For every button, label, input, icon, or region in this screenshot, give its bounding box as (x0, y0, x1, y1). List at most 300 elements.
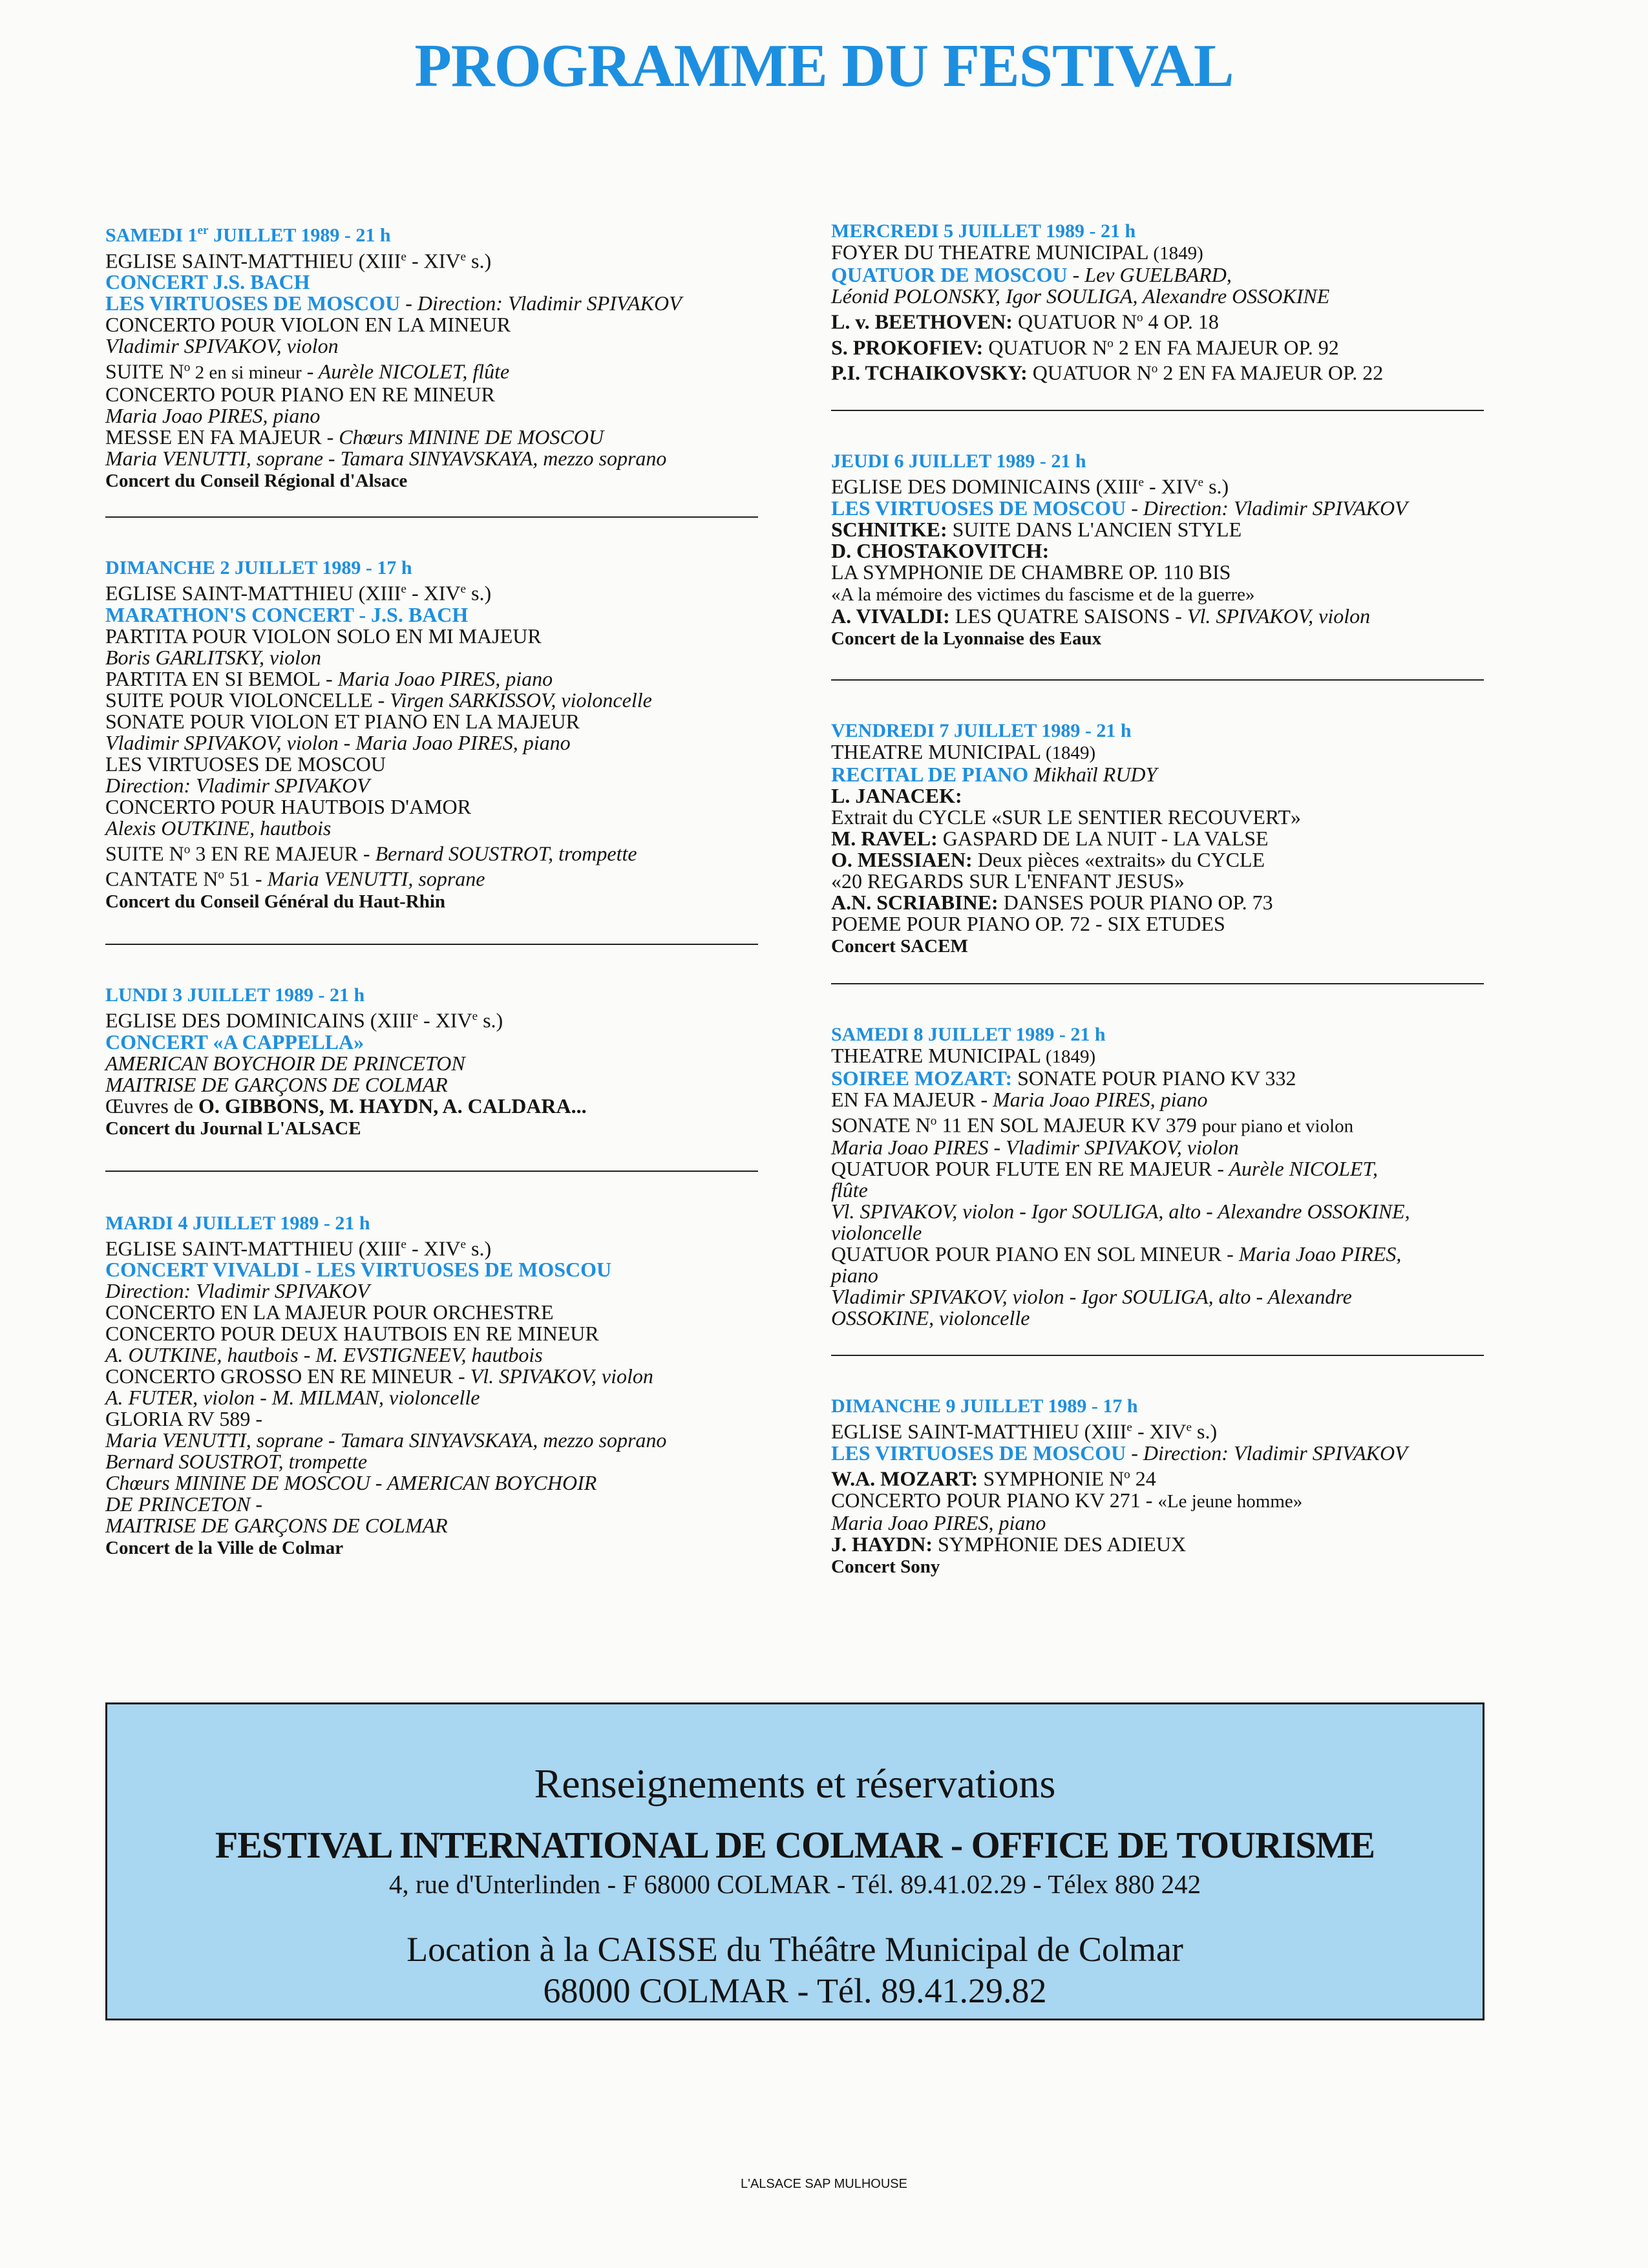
event-line (831, 627, 1490, 650)
event-line (831, 1286, 1490, 1308)
event-line (831, 358, 1490, 384)
event-line (105, 1280, 765, 1302)
event-line (105, 604, 765, 626)
event-line (831, 1265, 1490, 1286)
event-block (831, 220, 1490, 384)
event-line (831, 1512, 1490, 1534)
text-segment: QUATUOR N (1012, 310, 1137, 334)
text-segment: L. JANACEK: (831, 783, 962, 807)
event-line (105, 647, 765, 668)
text-segment: THEATRE MUNICIPAL (831, 739, 1046, 763)
event-line (831, 1443, 1490, 1464)
text-segment: - Lev GUELBARD, (1067, 263, 1232, 286)
text-segment: OSSOKINE, violoncelle (831, 1306, 1030, 1330)
event-date (831, 719, 1490, 741)
event-line (831, 1534, 1490, 1555)
text-segment: - Vl. SPIVAKOV, violon (1170, 604, 1371, 628)
text-segment: - XIV (418, 1008, 472, 1032)
text-segment: CONCERTO POUR VIOLON EN LA MINEUR (105, 313, 511, 337)
event-line (105, 1032, 765, 1053)
event-date (831, 220, 1490, 242)
text-segment: CONCERTO POUR PIANO KV 271 - (831, 1488, 1158, 1512)
text-segment: 4 OP. 18 (1143, 310, 1219, 334)
printer-credit: L'ALSACE SAP MULHOUSE (741, 2177, 907, 2191)
event-line (105, 890, 765, 913)
text-segment: o (218, 868, 224, 882)
text-segment: Extrait du CYCLE «SUR LE SENTIER RECOUVERT» (831, 805, 1301, 829)
text-segment: MARDI 4 JUILLET 1989 - 21 h (105, 1212, 370, 1234)
text-segment: Maria VENUTTI, soprane - Tamara SINYAVSKAYA, mezzo soprano (105, 1428, 667, 1452)
event-date (105, 984, 765, 1006)
text-segment: J. HAYDN: (831, 1532, 933, 1556)
text-segment: Maria Joao PIRES - Vladimir SPIVAKOV, violon (831, 1136, 1239, 1160)
text-segment: - XIV (406, 1236, 461, 1260)
event-block (831, 1395, 1490, 1577)
event-line (831, 562, 1490, 583)
event-line (105, 1096, 765, 1117)
event-line (831, 935, 1490, 957)
text-segment: - Maria Joao PIRES, piano (975, 1087, 1208, 1111)
text-segment: e (460, 1237, 466, 1251)
text-segment: CONCERTO GROSSO EN RE MINEUR (105, 1364, 453, 1388)
text-segment: Deux pièces «extraits» du CYCLE (972, 847, 1265, 871)
text-segment: Mikhaïl RUDY (1028, 762, 1157, 786)
text-segment: Vl. SPIVAKOV, violon - Igor SOULIGA, alto - Alexandre OSSOKINE, (831, 1200, 1410, 1224)
text-segment: Concert de la Lyonnaise des Eaux (831, 628, 1102, 649)
text-segment: SONATE POUR VIOLON ET PIANO EN LA MAJEUR (105, 709, 580, 733)
event-line (831, 1180, 1490, 1201)
text-segment: LES VIRTUOSES DE MOSCOU (105, 291, 401, 315)
text-segment: (1849) (1045, 1046, 1096, 1067)
text-segment: e (460, 249, 466, 264)
text-segment: LA SYMPHONIE DE CHAMBRE OP. 110 BIS (831, 560, 1231, 584)
organizer-name: FESTIVAL INTERNATIONAL DE COLMAR - OFFICE DE TOURISME (215, 1824, 1375, 1866)
event-line (105, 1515, 765, 1536)
event-line (105, 1472, 765, 1494)
text-segment: LUNDI 3 JUILLET 1989 - 21 h (105, 984, 365, 1006)
text-segment: LES QUATRE SAISONS (949, 604, 1170, 628)
event-block (105, 984, 765, 1139)
text-segment: e (412, 1009, 419, 1023)
text-segment: o (184, 361, 191, 375)
text-segment: Direction: Vladimir SPIVAKOV (105, 1279, 370, 1303)
event-line (831, 849, 1490, 871)
text-segment: SONATE POUR PIANO KV 332 (1012, 1066, 1296, 1090)
text-segment: Alexis OUTKINE, hautbois (105, 816, 332, 840)
event-line (831, 741, 1490, 764)
event-line (831, 1490, 1490, 1512)
event-block (831, 1023, 1490, 1330)
text-segment: M. RAVEL: (831, 826, 938, 850)
event-line (105, 448, 765, 469)
text-segment: Bernard SOUSTROT, trompette (105, 1450, 368, 1474)
text-segment: EGLISE DES DOMINICAINS (XIII (105, 1008, 413, 1032)
text-segment: DIMANCHE 2 JUILLET 1989 - 17 h (105, 556, 412, 578)
text-segment: AMERICAN BOYCHOIR DE PRINCETON (105, 1051, 465, 1075)
text-segment: 24 (1130, 1467, 1156, 1490)
text-segment: (1849) (1153, 243, 1203, 264)
event-line (831, 1158, 1490, 1180)
text-segment: Concert du Conseil Général du Haut-Rhin (105, 891, 446, 912)
text-segment: A.N. SCRIABINE: (831, 890, 998, 914)
text-segment: - Maria Joao PIRES, (1221, 1242, 1402, 1266)
text-segment: L. v. BEETHOVEN: (831, 310, 1013, 334)
text-segment: EGLISE SAINT-MATTHIEU (XIII (105, 581, 401, 605)
text-segment: MERCREDI 5 JUILLET 1989 - 21 h (831, 220, 1136, 242)
text-segment: - Aurèle NICOLET, flûte (301, 359, 510, 383)
divider (831, 679, 1484, 681)
text-segment: o (1151, 362, 1158, 376)
event-line (105, 1074, 765, 1096)
text-segment: (1849) (1045, 742, 1096, 763)
text-segment: DIMANCHE 9 JUILLET 1989 - 17 h (831, 1395, 1138, 1417)
event-line (831, 1555, 1490, 1578)
text-segment: PARTITA EN SI BEMOL (105, 666, 321, 690)
event-line (831, 1137, 1490, 1158)
text-segment: Vladimir SPIVAKOV, violon - Igor SOULIGA, alto - Alexandre (831, 1285, 1352, 1309)
text-segment: SUITE N (105, 359, 184, 383)
event-line (105, 1302, 765, 1323)
divider (105, 1171, 758, 1172)
text-segment: SUITE POUR VIOLONCELLE (105, 688, 373, 712)
text-segment: s.) (1192, 1419, 1218, 1443)
event-line (831, 307, 1490, 333)
text-segment: D. CHOSTAKOVITCH: (831, 538, 1050, 562)
event-line (105, 754, 765, 775)
text-segment: CONCERT VIVALDI - LES VIRTUOSES DE MOSCOU (105, 1258, 612, 1282)
event-line (831, 1244, 1490, 1265)
event-line (105, 1344, 765, 1366)
event-line (105, 1323, 765, 1344)
event-line (831, 1222, 1490, 1244)
text-segment: e (401, 582, 407, 596)
text-segment: - Maria Joao PIRES, piano (321, 666, 553, 690)
text-segment: LES VIRTUOSES DE MOSCOU (105, 752, 386, 776)
event-block (105, 220, 765, 492)
event-line (105, 775, 765, 796)
text-segment: «A la mémoire des victimes du fascisme et de la guerre» (831, 584, 1255, 605)
text-segment: s.) (466, 249, 492, 273)
text-segment: CONCERTO POUR DEUX HAUTBOIS EN RE MINEUR (105, 1322, 599, 1346)
text-segment: Concert du Journal L'ALSACE (105, 1118, 361, 1139)
event-line (105, 405, 765, 427)
event-line (831, 913, 1490, 935)
text-segment: MARATHON'S CONCERT - J.S. BACH (105, 602, 469, 626)
event-line (831, 264, 1490, 286)
event-line (831, 583, 1490, 606)
divider (831, 1355, 1484, 1356)
text-segment: 2 EN FA MAJEUR OP. 92 (1113, 335, 1339, 359)
event-block (105, 1212, 765, 1560)
event-line (105, 271, 765, 293)
event-line (831, 1089, 1490, 1110)
event-line (105, 469, 765, 492)
divider (105, 944, 758, 945)
event-line (831, 1045, 1490, 1068)
divider (831, 410, 1484, 411)
text-segment: e (1198, 475, 1204, 489)
event-line (105, 427, 765, 448)
text-segment: SYMPHONIE N (978, 1467, 1125, 1490)
event-line (831, 519, 1490, 540)
text-segment: Maria Joao PIRES, piano (831, 1510, 1046, 1534)
text-segment: JUILLET 1989 - 21 h (208, 224, 391, 246)
event-line (831, 892, 1490, 913)
event-line (105, 668, 765, 690)
text-segment: Concert du Conseil Régional d'Alsace (105, 470, 408, 491)
text-segment: CONCERT J.S. BACH (105, 270, 310, 294)
reservations-box (105, 1702, 1484, 2020)
text-segment: 2 en si mineur (190, 362, 302, 383)
event-line (105, 578, 765, 604)
text-segment: s.) (1203, 474, 1229, 498)
event-date (105, 556, 765, 578)
text-segment: MESSE EN FA MAJEUR (105, 425, 322, 449)
event-line (831, 472, 1490, 498)
text-segment: EGLISE SAINT-MATTHIEU (XIII (831, 1419, 1127, 1443)
event-line (105, 314, 765, 335)
text-segment: o (1136, 311, 1143, 324)
box-office-phone: 68000 COLMAR - Tél. 89.41.29.82 (543, 1971, 1047, 2010)
text-segment: Maria Joao PIRES, piano (105, 403, 321, 427)
left-column (105, 220, 765, 1559)
text-segment: EGLISE SAINT-MATTHIEU (XIII (105, 249, 401, 273)
text-segment: THEATRE MUNICIPAL (831, 1043, 1046, 1067)
text-segment: e (1186, 1421, 1192, 1435)
text-segment: - Virgen SARKISSOV, violoncelle (372, 688, 652, 712)
text-segment: Concert Sony (831, 1556, 940, 1577)
event-line (105, 1494, 765, 1515)
text-segment: FOYER DU THEATRE MUNICIPAL (831, 240, 1154, 264)
text-segment: VENDREDI 7 JUILLET 1989 - 21 h (831, 719, 1132, 741)
text-segment: SAMEDI 1 (105, 224, 198, 246)
right-column (831, 220, 1490, 1578)
event-line (831, 242, 1490, 264)
text-segment: CONCERTO EN LA MAJEUR POUR ORCHESTRE (105, 1300, 554, 1324)
text-segment: Léonid POLONSKY, Igor SOULIGA, Alexandre OSSOKINE (831, 284, 1330, 308)
text-segment: QUATUOR POUR FLUTE EN RE MAJEUR (831, 1157, 1212, 1181)
page-title: PROGRAMME DU FESTIVAL (414, 32, 1234, 100)
event-line (105, 1006, 765, 1032)
text-segment: o (1107, 336, 1114, 350)
text-segment: 2 EN FA MAJEUR OP. 22 (1157, 361, 1384, 385)
text-segment: EGLISE DES DOMINICAINS (XIII (831, 474, 1139, 498)
text-segment: Direction: Vladimir SPIVAKOV (105, 773, 370, 797)
event-line (105, 1234, 765, 1260)
event-date (831, 1395, 1490, 1417)
text-segment: - Vl. SPIVAKOV, violon (452, 1364, 653, 1388)
text-segment: o (184, 842, 191, 856)
event-line (105, 357, 765, 384)
text-segment: - XIV (1144, 474, 1198, 498)
event-block (831, 450, 1490, 650)
text-segment: - XIV (406, 249, 461, 273)
event-date (831, 450, 1490, 472)
text-segment: LES VIRTUOSES DE MOSCOU (831, 1441, 1126, 1465)
text-segment: Œuvres de (105, 1094, 198, 1118)
text-segment: SAMEDI 8 JUILLET 1989 - 21 h (831, 1023, 1106, 1045)
text-segment: e (401, 1237, 407, 1251)
text-segment: - Bernard SOUSTROT, trompette (357, 842, 637, 865)
event-line (105, 1408, 765, 1430)
text-segment: A. FUTER, violon - M. MILMAN, violoncelle (105, 1386, 480, 1410)
box-office-location: Location à la CAISSE du Théâtre Municipal de Colmar (407, 1930, 1183, 1969)
event-line (831, 286, 1490, 307)
event-line (105, 711, 765, 732)
text-segment: Vladimir SPIVAKOV, violon (105, 334, 339, 358)
text-segment: SYMPHONIE DES ADIEUX (933, 1532, 1187, 1556)
text-segment: JEUDI 6 JUILLET 1989 - 21 h (831, 450, 1086, 472)
event-date (105, 1212, 765, 1234)
event-line (105, 626, 765, 647)
text-segment: piano (831, 1264, 878, 1288)
text-segment: er (197, 224, 209, 237)
text-segment: 51 (224, 867, 250, 891)
event-line (831, 828, 1490, 849)
event-block (831, 719, 1490, 957)
divider (105, 516, 758, 518)
text-segment: EN FA MAJEUR (831, 1087, 976, 1111)
event-date (831, 1023, 1490, 1045)
event-line (105, 796, 765, 818)
text-segment: QUATUOR N (1027, 361, 1152, 385)
text-segment: - XIV (406, 581, 461, 605)
event-line (831, 1068, 1490, 1089)
event-block (105, 556, 765, 913)
event-line (105, 839, 765, 865)
text-segment: RECITAL DE PIANO (831, 762, 1029, 786)
event-line (831, 333, 1490, 359)
text-segment: - XIV (1132, 1419, 1187, 1443)
text-segment: Concert SACEM (831, 935, 968, 957)
text-segment: O. GIBBONS, M. HAYDN, A. CALDARA... (198, 1094, 587, 1118)
text-segment: MAITRISE DE GARÇONS DE COLMAR (105, 1072, 448, 1096)
text-segment: - Direction: Vladimir SPIVAKOV (1126, 496, 1408, 520)
reservations-heading: Renseignements et réservations (534, 1761, 1056, 1807)
text-segment: «Le jeune homme» (1157, 1490, 1303, 1512)
event-line (831, 807, 1490, 828)
text-segment: Chœurs MININE DE MOSCOU - AMERICAN BOYCHOIR (105, 1471, 597, 1495)
text-segment: POEME POUR PIANO OP. 72 - SIX ETUDES (831, 911, 1225, 935)
text-segment: - Direction: Vladimir SPIVAKOV (400, 291, 682, 315)
text-segment: e (1138, 475, 1145, 489)
text-segment: A. VIVALDI: (831, 604, 950, 628)
text-segment: GLORIA RV 589 - (105, 1407, 263, 1431)
text-segment: A. OUTKINE, hautbois - M. EVSTIGNEEV, hautbois (105, 1343, 543, 1367)
text-segment: SCHNITKE: (831, 517, 947, 541)
event-date (105, 220, 765, 246)
text-segment: SOIREE MOZART: (831, 1066, 1013, 1090)
event-line (831, 1464, 1490, 1490)
event-line (105, 1451, 765, 1472)
text-segment: s.) (466, 581, 492, 605)
event-line (105, 1366, 765, 1387)
text-segment: CONCERT «A CAPPELLA» (105, 1030, 364, 1054)
text-segment: SONATE N (831, 1113, 931, 1137)
text-segment: Concert de la Ville de Colmar (105, 1538, 344, 1559)
text-segment: e (460, 582, 466, 596)
text-segment: QUATUOR POUR PIANO EN SOL MINEUR (831, 1242, 1222, 1266)
event-line (831, 1201, 1490, 1222)
text-segment: flûte (831, 1178, 868, 1202)
text-segment: s.) (478, 1008, 503, 1032)
event-line (831, 540, 1490, 562)
text-segment: o (1124, 1467, 1130, 1481)
event-line (105, 864, 765, 890)
event-line (105, 1536, 765, 1559)
event-line (105, 1117, 765, 1139)
text-segment: Vladimir SPIVAKOV, violon - Maria Joao PIRES, piano (105, 730, 571, 754)
text-segment: s.) (466, 1236, 492, 1260)
text-segment: QUATUOR N (983, 335, 1108, 359)
text-segment: 3 EN RE MAJEUR (190, 842, 358, 865)
event-line (105, 1259, 765, 1280)
text-segment: SUITE N (105, 842, 184, 865)
text-segment: LES VIRTUOSES DE MOSCOU (831, 496, 1126, 520)
event-line (831, 764, 1490, 785)
text-segment: O. MESSIAEN: (831, 847, 973, 871)
text-segment: DE PRINCETON - (105, 1492, 262, 1516)
event-line (105, 384, 765, 405)
event-line (831, 1110, 1490, 1138)
event-line (831, 498, 1490, 519)
text-segment: CANTATE N (105, 867, 218, 891)
text-segment: EGLISE SAINT-MATTHIEU (XIII (105, 1236, 401, 1260)
text-segment: - Aurèle NICOLET, (1212, 1157, 1378, 1181)
event-line (105, 1430, 765, 1451)
text-segment: Boris GARLITSKY, violon (105, 645, 321, 669)
text-segment: DANSES POUR PIANO OP. 73 (998, 890, 1273, 914)
event-line (105, 732, 765, 754)
text-segment: CONCERTO POUR PIANO EN RE MINEUR (105, 382, 495, 406)
text-segment: W.A. MOZART: (831, 1467, 978, 1490)
event-line (105, 335, 765, 357)
text-segment: - Chœurs MININE DE MOSCOU (321, 425, 604, 449)
event-line (831, 1417, 1490, 1443)
text-segment: GASPARD DE LA NUIT - LA VALSE (937, 826, 1269, 850)
organizer-address: 4, rue d'Unterlinden - F 68000 COLMAR - Tél. 89.41.02.29 - Télex 880 242 (388, 1869, 1201, 1899)
event-line (105, 293, 765, 314)
text-segment: Maria VENUTTI, soprane - Tamara SINYAVSKAYA, mezzo soprano (105, 446, 667, 470)
event-line (831, 1308, 1490, 1329)
text-segment: SUITE DANS L'ANCIEN STYLE (947, 517, 1242, 541)
text-segment: pour piano et violon (1201, 1116, 1354, 1137)
text-segment: e (401, 249, 407, 264)
event-line (831, 606, 1490, 627)
event-line (105, 1387, 765, 1408)
text-segment: S. PROKOFIEV: (831, 335, 984, 359)
text-segment: «20 REGARDS SUR L'ENFANT JESUS» (831, 869, 1185, 893)
text-segment: CONCERTO POUR HAUTBOIS D'AMOR (105, 794, 471, 818)
event-line (105, 690, 765, 711)
text-segment: e (472, 1009, 478, 1023)
event-line (105, 246, 765, 272)
text-segment: - Direction: Vladimir SPIVAKOV (1126, 1441, 1408, 1465)
text-segment: e (1126, 1421, 1132, 1435)
event-line (831, 871, 1490, 892)
text-segment: P.I. TCHAIKOVSKY: (831, 361, 1028, 385)
event-line (105, 818, 765, 839)
text-segment: - Maria VENUTTI, soprane (249, 867, 485, 891)
divider (831, 983, 1484, 984)
text-segment: PARTITA POUR VIOLON SOLO EN MI MAJEUR (105, 624, 542, 648)
text-segment: o (930, 1114, 937, 1128)
text-segment: 11 EN SOL MAJEUR KV 379 (936, 1113, 1202, 1137)
text-segment: QUATUOR DE MOSCOU (831, 263, 1068, 286)
event-line (105, 1053, 765, 1074)
text-segment: violoncelle (831, 1221, 922, 1245)
event-line (831, 785, 1490, 807)
